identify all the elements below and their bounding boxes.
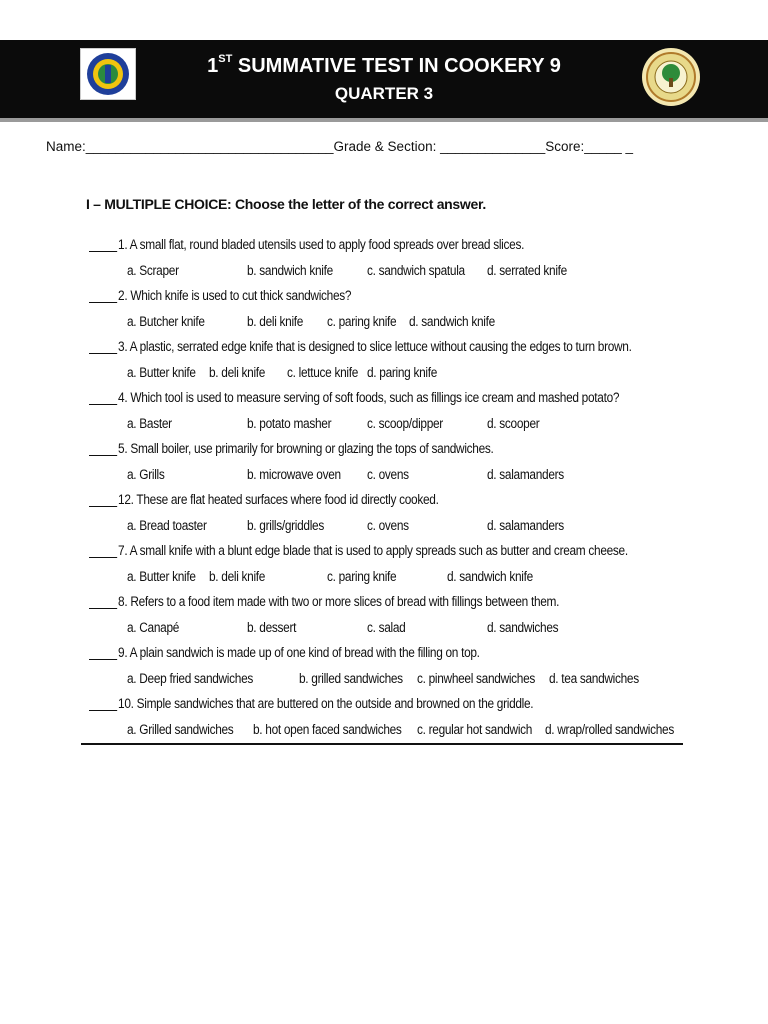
question-options [89, 263, 689, 289]
option-d: d. tea sandwiches [549, 670, 639, 686]
question-text: 5. Small boiler, use primarily for browning or glazing the tops of sandwiches. [118, 441, 494, 456]
option-a: a. Butter knife [127, 364, 196, 380]
option-a: a. Scraper [127, 262, 179, 278]
answer-blank [89, 288, 117, 303]
option-a: a. Butter knife [127, 568, 196, 584]
question-options [89, 569, 689, 595]
option-d: d. sandwich knife [447, 568, 533, 584]
question-text: 7. A small knife with a blunt edge blade that is used to apply spreads such as butter and cream cheese. [118, 543, 628, 558]
answer-blank [89, 237, 117, 252]
option-b: b. deli knife [209, 568, 266, 584]
student-info-line: Name:_________________________________Grade & Section: ______________Score:_____ _ [46, 139, 634, 154]
option-c: c. lettuce knife [287, 364, 359, 380]
option-b: b. dessert [247, 619, 297, 635]
option-a: a. Deep fried sandwiches [127, 670, 254, 686]
option-c: c. paring knife [327, 313, 397, 329]
section-title: I – MULTIPLE CHOICE: Choose the letter of the correct answer. [86, 196, 486, 212]
option-c: c. ovens [367, 517, 409, 533]
answer-blank [89, 441, 117, 456]
option-a: a. Grilled sandwiches [127, 721, 234, 737]
option-b: b. microwave oven [247, 466, 341, 482]
bottom-divider [81, 743, 683, 745]
option-d: d. salamanders [487, 466, 564, 482]
answer-blank [89, 339, 117, 354]
deped-seal [642, 48, 700, 106]
question-item [89, 237, 617, 263]
question-text: 10. Simple sandwiches that are buttered on the outside and browned on the griddle. [118, 696, 534, 711]
header-banner [0, 40, 768, 122]
option-b: b. deli knife [209, 364, 266, 380]
option-a: a. Baster [127, 415, 172, 431]
question-options [89, 620, 689, 646]
question-text: 8. Refers to a food item made with two or more slices of bread with fillings between them. [118, 594, 560, 609]
option-b: b. potato masher [247, 415, 332, 431]
option-c: c. regular hot sandwich [417, 721, 533, 737]
option-d: d. wrap/rolled sandwiches [545, 721, 675, 737]
option-c: c. scoop/dipper [367, 415, 443, 431]
question-text: 9. A plain sandwich is made up of one kind of bread with the filling on top. [118, 645, 480, 660]
question-item [89, 339, 632, 365]
question-options [89, 416, 689, 442]
option-d: d. sandwiches [487, 619, 559, 635]
question-item [89, 390, 620, 416]
page-subtitle: QUARTER 3 [334, 84, 434, 103]
option-a: a. Butcher knife [127, 313, 205, 329]
question-item [89, 543, 628, 569]
question-options [89, 518, 689, 544]
option-c: c. salad [367, 619, 406, 635]
option-b: b. hot open faced sandwiches [253, 721, 402, 737]
option-d: d. serrated knife [487, 262, 567, 278]
question-item [89, 696, 617, 722]
option-a: a. Bread toaster [127, 517, 207, 533]
question-text: 2. Which knife is used to cut thick sandwiches? [118, 288, 352, 303]
question-item [89, 288, 617, 314]
answer-blank [89, 696, 117, 711]
option-d: d. salamanders [487, 517, 564, 533]
option-b: b. sandwich knife [247, 262, 333, 278]
option-d: d. scooper [487, 415, 540, 431]
option-b: b. deli knife [247, 313, 304, 329]
option-b: b. grills/griddles [247, 517, 324, 533]
page-title: 1ST SUMMATIVE TEST IN COOKERY 9 [207, 53, 561, 77]
option-a: a. Grills [127, 466, 165, 482]
question-item [89, 492, 617, 518]
question-item [89, 645, 617, 671]
option-c: c. sandwich spatula [367, 262, 465, 278]
answer-blank [89, 594, 117, 609]
option-b: b. grilled sandwiches [299, 670, 403, 686]
question-item [89, 441, 617, 467]
answer-blank [89, 390, 117, 405]
question-text: 12. These are flat heated surfaces where food id directly cooked. [118, 492, 439, 507]
question-options [89, 467, 689, 493]
option-d: d. sandwich knife [409, 313, 495, 329]
question-options [89, 365, 689, 391]
question-options [89, 671, 689, 697]
option-c: c. paring knife [327, 568, 397, 584]
answer-blank [89, 645, 117, 660]
question-item [89, 594, 617, 620]
answer-blank [89, 492, 117, 507]
option-c: c. ovens [367, 466, 409, 482]
question-text: 4. Which tool is used to measure serving of soft foods, such as fillings ice cream and mashed potato? [118, 390, 620, 405]
question-text: 1. A small flat, round bladed utensils used to apply food spreads over bread slices. [118, 237, 525, 252]
option-a: a. Canapé [127, 619, 180, 635]
question-text: 3. A plastic, serrated edge knife that is designed to slice lettuce without causing the edges to turn brown. [118, 339, 632, 354]
answer-blank [89, 543, 117, 558]
question-list [89, 237, 689, 747]
option-c: c. pinwheel sandwiches [417, 670, 536, 686]
question-options [89, 314, 689, 340]
option-d: d. paring knife [367, 364, 438, 380]
